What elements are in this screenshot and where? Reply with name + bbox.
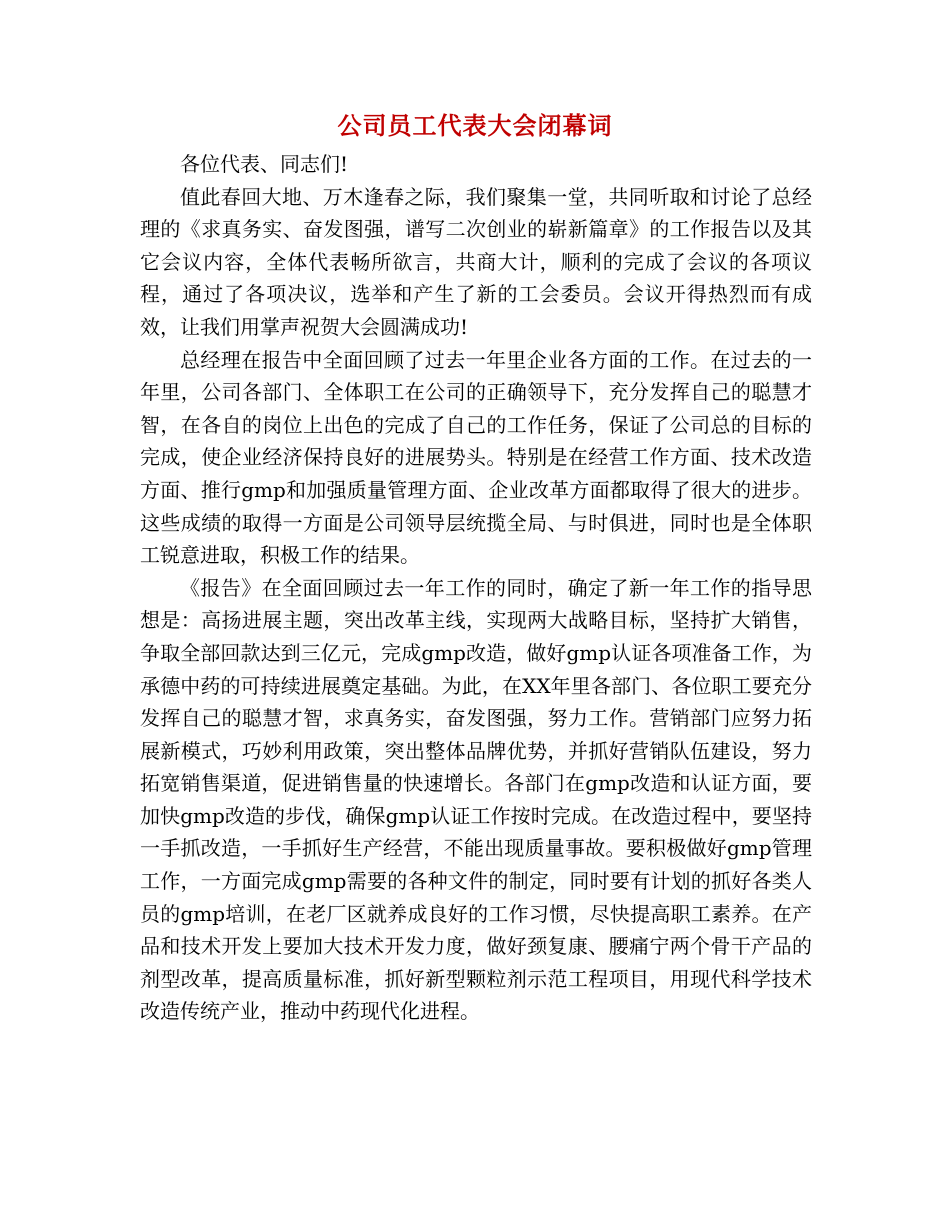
review-paragraph: 总经理在报告中全面回顾了过去一年里企业各方面的工作。在过去的一年里，公司各部门、全体职工在公司的正确领导下，充分发挥自己的聪慧才智，在各自的岗位上出色的完成了自己的工作任务，保证了公司总的目标的完成，使企业经济保持良好的进展势头。特别是在经营工作方面、技术改造方面、推行gmp和加强质量管理方面、企业改革方面都取得了很大的进步。这些成绩的取得一方面是公司领导层统揽全局、与时俱进，同时也是全体职工锐意进取，积极工作的结果。	[140, 347, 812, 568]
document-body	[140, 148, 812, 1028]
document-title: 公司员工代表大会闭幕词	[337, 111, 613, 140]
guidance-paragraph: 《报告》在全面回顾过去一年工作的同时，确定了新一年工作的指导思想是：高扬进展主题，突出改革主线，实现两大战略目标，坚持扩大销售，争取全部回款达到三亿元，完成gmp改造，做好gmp认证各项准备工作，为承德中药的可持续进展奠定基础。为此，在XX年里各部门、各位职工要充分发挥自己的聪慧才智，求真务实，奋发图强，努力工作。营销部门应努力拓展新模式，巧妙利用政策，突出整体品牌优势，并抓好营销队伍建设，努力拓宽销售渠道，促进销售量的快速增长。各部门在gmp改造和认证方面，要加快gmp改造的步伐，确保gmp认证工作按时完成。在改造过程中，要坚持一手抓改造，一手抓好生产经营，不能出现质量事故。要积极做好gmp管理工作，一方面完成gmp需要的各种文件的制定，同时要有计划的抓好各类人员的gmp培训，在老厂区就养成良好的工作习惯，尽快提高职工素养。在产品和技术开发上要加大技术开发力度，做好颈复康、腰痛宁两个骨干产品的剂型改革，提高质量标准，抓好新型颗粒剂示范工程项目，用现代科学技术改造传统产业，推动中药现代化进程。	[140, 575, 812, 1024]
opening-paragraph: 值此春回大地、万木逢春之际，我们聚集一堂，共同听取和讨论了总经理的《求真务实、奋发图强，谱写二次创业的崭新篇章》的工作报告以及其它会议内容，全体代表畅所欲言，共商大计，顺利的完成了会议的各项议程，通过了各项决议，选举和产生了新的工会委员。会议开得热烈而有成效，让我们用掌声祝贺大会圆满成功!	[140, 184, 812, 339]
salutation-paragraph: 各位代表、同志们!	[180, 152, 349, 176]
